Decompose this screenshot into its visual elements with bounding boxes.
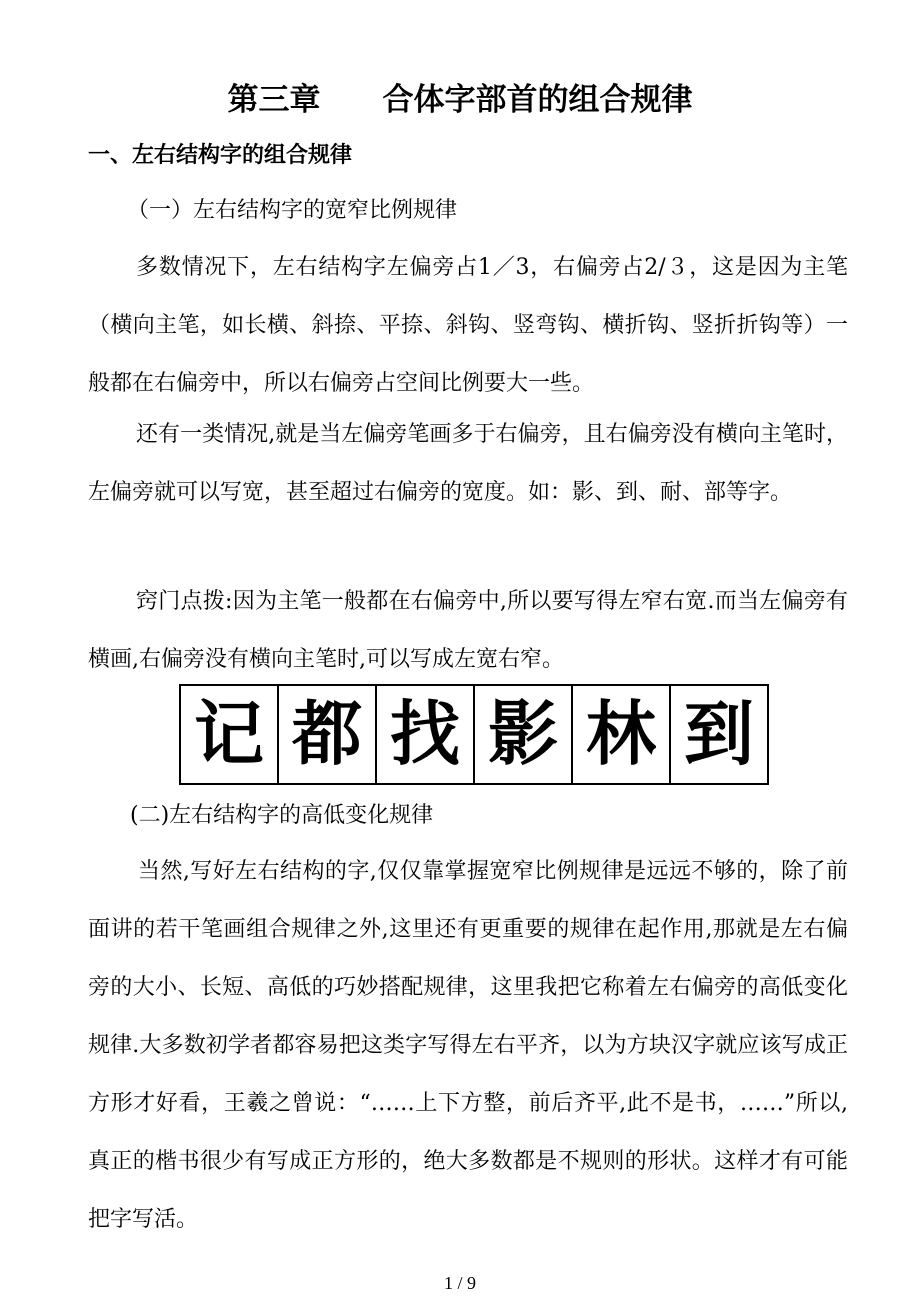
example-character-cell: 找	[376, 685, 474, 784]
example-character-cell: 林	[572, 685, 670, 784]
section-heading-left-right-structure: 一、左右结构字的组合规律	[88, 143, 353, 168]
page-number: 1 / 9	[443, 1273, 476, 1293]
example-character-grid	[179, 684, 769, 785]
paragraph-width-ratio-rule: 多数情况下，左右结构字左偏旁占1／3，右偏旁占2/３，这是因为主笔（横向主笔，如长横、斜捺、平捺、斜钩、竖弯钩、横折钩、竖折折钩等）一般都在右偏旁中，所以右偏旁占空间比例要大一些。	[88, 255, 848, 396]
example-character-row	[180, 685, 768, 784]
paragraph-wide-left-exception: 还有一类情况,就是当左偏旁笔画多于右偏旁，且右偏旁没有横向主笔时，左偏旁就可以写宽，甚至超过右偏旁的宽度。如：影、到、耐、部等字。	[88, 422, 848, 505]
subsection-heading-width-ratio: （一）左右结构字的宽窄比例规律	[127, 198, 458, 223]
subsection-heading-height-variation: (二)左右结构字的高低变化规律	[130, 803, 434, 828]
paragraph-height-variation-rule: 当然,写好左右结构的字,仅仅靠掌握宽窄比例规律是远远不够的，除了前面讲的若干笔画组合规律之外,这里还有更重要的规律在起作用,那就是左右偏旁的大小、长短、高低的巧妙搭配规律，这里我把它称着左右偏旁的高低变化规律.大多数初学者都容易把这类字写得左右平齐，以为方块汉字就应该写成正方形才好看，王羲之曾说：“……上下方整，前后齐平,此不是书，……”所以,真正的楷书很少有写成正方形的，绝大多数都是不规则的形状。这样才有可能把字写活。	[88, 859, 848, 1232]
example-character-cell: 都	[278, 685, 376, 784]
paragraph-tip: 窍门点拨:因为主笔一般都在右偏旁中,所以要写得左窄右宽.而当左偏旁有横画,右偏旁没有横向主笔时,可以写成左宽右窄。	[88, 589, 848, 672]
chapter-title: 第三章 合体字部首的组合规律	[227, 82, 693, 118]
example-character-cell: 影	[474, 685, 572, 784]
example-character-cell: 记	[180, 685, 278, 784]
example-character-cell: 到	[670, 685, 768, 784]
